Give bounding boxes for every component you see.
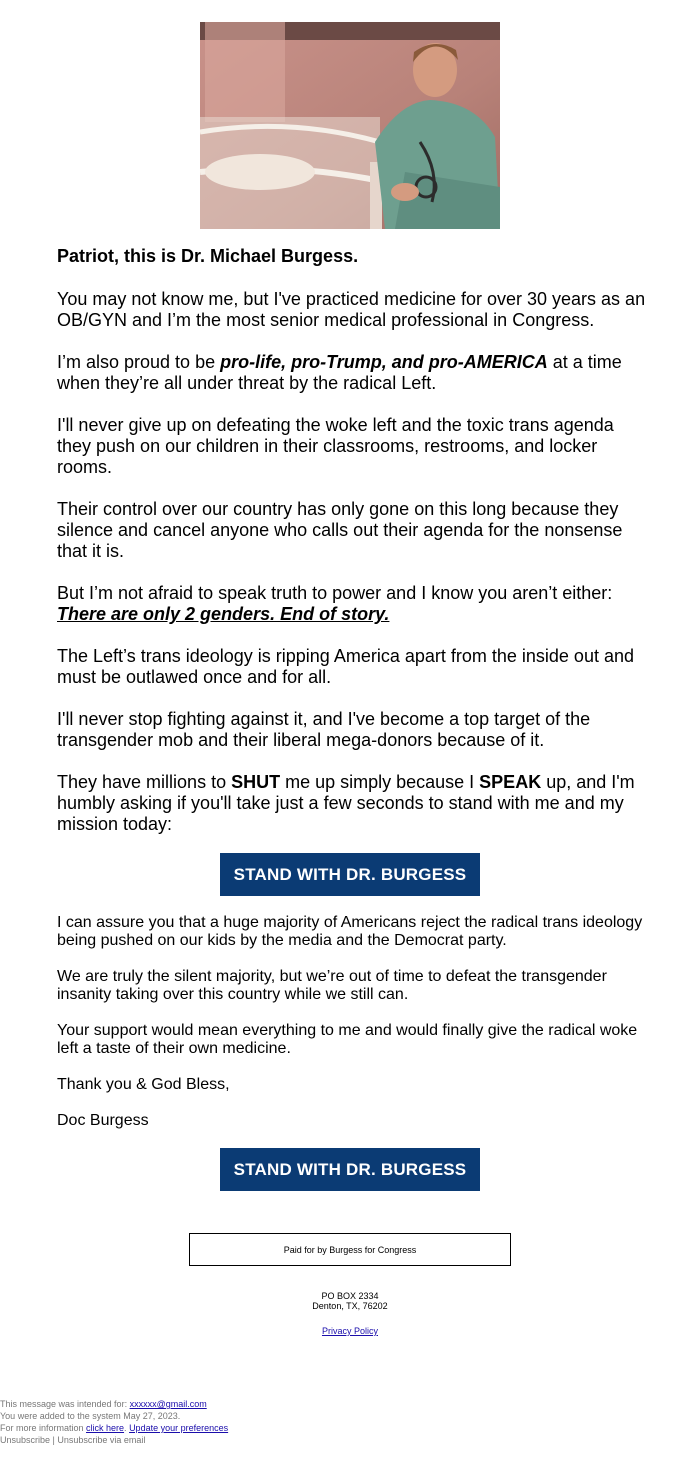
paragraph-ideology: The Left’s trans ideology is ripping America apart from the inside out and must be outlawed once and for all. <box>57 646 634 687</box>
footer-intended-prefix: This message was intended for: <box>0 1399 130 1409</box>
hero-photo <box>200 22 500 229</box>
paragraph-ask <box>57 772 647 835</box>
signoff: Thank you & God Bless, <box>57 1076 230 1093</box>
address-line-1: PO BOX 2334 <box>321 1291 379 1301</box>
ask-shut: SHUT <box>231 772 281 792</box>
values-emphasis: pro-life, pro-Trump, and pro-AMERICA <box>220 352 548 372</box>
footer-click-here-link[interactable]: click here <box>86 1423 125 1433</box>
footer-info-prefix: For more information <box>0 1423 87 1433</box>
ask-text-a: They have millions to <box>57 772 232 792</box>
paragraph-agenda: I'll never give up on defeating the woke left and the toxic trans agenda they push on our children in their classrooms, restrooms, and locker rooms. <box>57 415 614 477</box>
greeting: Patriot, this is Dr. Michael Burgess. <box>57 246 359 266</box>
values-text-before: I’m also proud to be <box>57 352 221 372</box>
stand-with-button-bottom[interactable]: STAND WITH DR. BURGESS <box>220 1148 480 1191</box>
paragraph-truth <box>57 583 647 625</box>
footer-update-preferences-link[interactable]: Update your preferences <box>129 1423 229 1433</box>
footer-separator: . <box>124 1423 130 1433</box>
footer <box>0 1398 228 1446</box>
privacy-policy <box>200 1326 500 1336</box>
ask-text-e: up, and I'm humbly asking if you'll take just a few seconds to stand with me and my mission today: <box>57 772 635 834</box>
paragraph-majority: I can assure you that a huge majority of Americans reject the radical trans ideology being pushed on our kids by the media and the Democrat party. <box>57 914 643 949</box>
footer-info <box>0 1422 228 1434</box>
paragraph-support: Your support would mean everything to me and would finally give the radical woke left a taste of their own medicine. <box>57 1022 638 1057</box>
privacy-policy-link[interactable]: Privacy Policy <box>321 1326 378 1336</box>
paid-for-box: Paid for by Burgess for Congress <box>189 1233 511 1266</box>
paragraph-experience: You may not know me, but I've practiced medicine for over 30 years as an OB/GYN and I’m the most senior medical professional in Congress. <box>57 289 646 330</box>
signature: Doc Burgess <box>57 1112 149 1129</box>
ask-speak: SPEAK <box>479 772 542 792</box>
footer-added: You were added to the system May 27, 2023. <box>0 1411 181 1421</box>
paragraph-control: Their control over our country has only gone on this long because they silence and cancel anyone who calls out their agenda for the nonsense that it is. <box>57 499 623 561</box>
values-text-after: at a time when they’re all under threat by the radical Left. <box>57 352 622 393</box>
paragraph-values <box>57 352 647 394</box>
truth-text: But I’m not afraid to speak truth to power and I know you aren’t either: <box>57 583 613 603</box>
stand-with-button-top[interactable]: STAND WITH DR. BURGESS <box>220 853 480 896</box>
address-line-2: Denton, TX, 76202 <box>312 1301 388 1311</box>
truth-emphasis: There are only 2 genders. End of story. <box>57 604 390 624</box>
footer-unsubscribe[interactable]: Unsubscribe | Unsubscribe via email <box>0 1435 146 1445</box>
paragraph-fighting: I'll never stop fighting against it, and I've become a top target of the transgender mob and their liberal mega-donors because of it. <box>57 709 591 750</box>
paragraph-silent-majority: We are truly the silent majority, but we’re out of time to defeat the transgender insanity taking over this country while we still can. <box>57 968 607 1003</box>
hero-image <box>200 22 500 229</box>
ask-text-c: me up simply because I <box>280 772 480 792</box>
footer-email-link[interactable]: xxxxxx@gmail.com <box>129 1399 207 1409</box>
footer-intended <box>0 1398 228 1410</box>
